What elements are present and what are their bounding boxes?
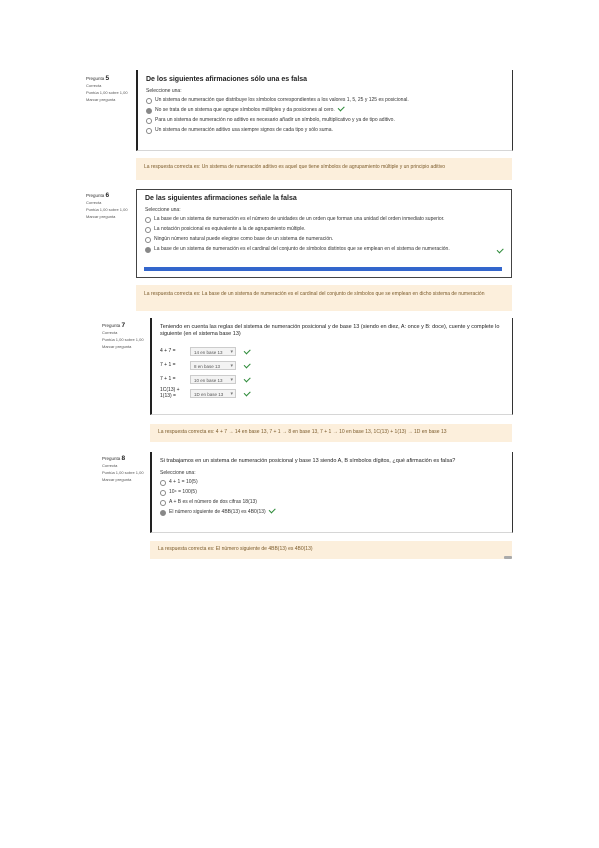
radio-button[interactable] (160, 510, 166, 516)
flag-question-link[interactable]: Marcar pregunta (86, 97, 116, 102)
check-icon (337, 104, 344, 111)
question-content-5 (136, 70, 513, 151)
scroll-progress-bar[interactable] (144, 267, 502, 271)
question-label: Pregunta (102, 323, 121, 328)
question-content-8 (150, 452, 513, 533)
match-row: 1C(13) + 1(13) = 1D en base 13 ▾ (160, 386, 504, 400)
check-icon (244, 362, 251, 369)
question-content-7 (150, 318, 513, 415)
radio-button[interactable] (146, 118, 152, 124)
match-row: 7 + 1 = 10 en base 13 ▾ (160, 372, 504, 386)
answer-option[interactable]: Un sistema de numeración que distribuye los símbolos correspondientes a los valores 1, 5, 25 y 125 es posicional. (146, 97, 504, 104)
question-score: Puntúa 1,00 sobre 1,00 (86, 90, 128, 95)
radio-button[interactable] (145, 217, 151, 223)
radio-button[interactable] (160, 480, 166, 486)
answer-option[interactable]: A + B es el número de dos cifras 18(13) (160, 499, 504, 506)
radio-button[interactable] (146, 128, 152, 134)
question-label: Pregunta (86, 76, 105, 81)
check-icon (244, 376, 251, 383)
radio-button[interactable] (145, 227, 151, 233)
question-score: Puntúa 1,00 sobre 1,00 (102, 337, 144, 342)
flag-question-link[interactable]: Marcar pregunta (86, 214, 116, 219)
question-content-6 (136, 189, 512, 278)
flag-question-link[interactable]: Marcar pregunta (102, 344, 132, 349)
question-text: De los siguientes afirmaciones sólo una es falsa (146, 76, 308, 83)
question-score: Puntúa 1,00 sobre 1,00 (86, 207, 128, 212)
radio-button[interactable] (160, 500, 166, 506)
select-prompt: Seleccione una: (145, 206, 181, 213)
match-row: 4 + 7 = 14 en base 13 ▾ (160, 344, 504, 358)
match-row: 7 + 1 = 8 en base 13 ▾ (160, 358, 504, 372)
question-text: De las siguientes afirmaciones señale la falsa (145, 195, 297, 202)
answer-option[interactable]: La base de un sistema de numeración es el número de unidades de un orden que forman una unidad del orden inmediato superior. (145, 216, 503, 223)
question-status: Correcta (86, 200, 102, 205)
radio-button[interactable] (145, 247, 151, 253)
answer-select[interactable]: 1D en base 13 ▾ (190, 389, 236, 398)
question-text: Teniendo en cuenta las reglas del sistema de numeración posicional y de base 13 (siendo en diez, A: once y B: doce), cuente y complete lo siguiente (en el sistema base 13) (160, 324, 500, 337)
check-icon (268, 506, 275, 513)
question-info-8 (102, 456, 144, 484)
question-label: Pregunta (102, 456, 121, 461)
question-number: 6 (105, 192, 110, 199)
question-status: Correcta (86, 83, 102, 88)
radio-button[interactable] (160, 490, 166, 496)
answer-option[interactable]: El número siguiente de 4BB(13) es 4B0(13) (160, 509, 504, 516)
question-info-6 (86, 193, 128, 221)
question-info-5 (86, 76, 128, 104)
answer-select[interactable]: 10 en base 13 ▾ (190, 375, 236, 384)
radio-button[interactable] (146, 98, 152, 104)
question-status: Correcta (102, 330, 118, 335)
flag-question-link[interactable]: Marcar pregunta (102, 477, 132, 482)
answer-option[interactable]: Para un sistema de numeración no aditivo es necesario añadir un símbolo, multiplicativo y ya de tipo aditivo. (146, 117, 504, 124)
question-info-7 (102, 323, 144, 351)
check-icon (244, 348, 251, 355)
check-icon (497, 246, 504, 253)
question-number: 8 (121, 455, 126, 462)
answer-option[interactable]: La base de un sistema de numeración es el cardinal del conjunto de símbolos distintos que se emplean en el sistema de numeración. (145, 246, 503, 253)
answer-select[interactable]: 14 en base 13 ▾ (190, 347, 236, 356)
question-score: Puntúa 1,00 sobre 1,00 (102, 470, 144, 475)
feedback-6: La respuesta correcta es: La base de un sistema de numeración es el cardinal del conjunto de símbolos que se emplean en dicho sistema de numeración (136, 285, 512, 311)
answer-option[interactable]: No se trata de un sistema que agrupe símbolos múltiples y da posiciones al cero. (146, 107, 504, 114)
feedback-5: La respuesta correcta es: Un sistema de numeración aditivo es aquel que tiene símbolos de agrupamiento múltiple y un principio aditivo (136, 158, 512, 180)
radio-button[interactable] (146, 108, 152, 114)
question-status: Correcta (102, 463, 118, 468)
radio-button[interactable] (145, 237, 151, 243)
answer-option[interactable]: Ningún número natural puede elegirse como base de un sistema de numeración. (145, 236, 503, 243)
answer-option[interactable]: La notación posicional es equivalente a la de agrupamiento múltiple. (145, 226, 503, 233)
answer-select[interactable]: 8 en base 13 ▾ (190, 361, 236, 370)
question-text: Si trabajamos en un sistema de numeración posicional y base 13 siendo A, B símbolos dígitos, ¿qué afirmación es falsa? (160, 458, 456, 464)
answer-option[interactable]: Un sistema de numeración aditivo usa siempre signos de cada tipo y sólo suma. (146, 127, 504, 134)
question-label: Pregunta (86, 193, 105, 198)
select-prompt: Seleccione una: (146, 87, 182, 94)
question-number: 5 (105, 75, 110, 82)
question-number: 7 (121, 322, 126, 329)
feedback-7: La respuesta correcta es: 4 + 7 → 14 en base 13, 7 + 1 → 8 en base 13, 7 + 1 → 10 en base 13, 1C(13) + 1(13) → 1D en base 13 (150, 424, 512, 442)
select-prompt: Seleccione una: (160, 469, 196, 476)
check-icon (244, 390, 251, 397)
feedback-8: La respuesta correcta es: El número siguiente de 4BB(13) es 4B0(13) (150, 541, 512, 559)
answer-option[interactable]: 4 + 1 = 10(5) (160, 479, 504, 486)
scrollbar-thumb[interactable] (504, 556, 512, 559)
answer-option[interactable]: 10⁴ = 100(5) (160, 489, 504, 496)
